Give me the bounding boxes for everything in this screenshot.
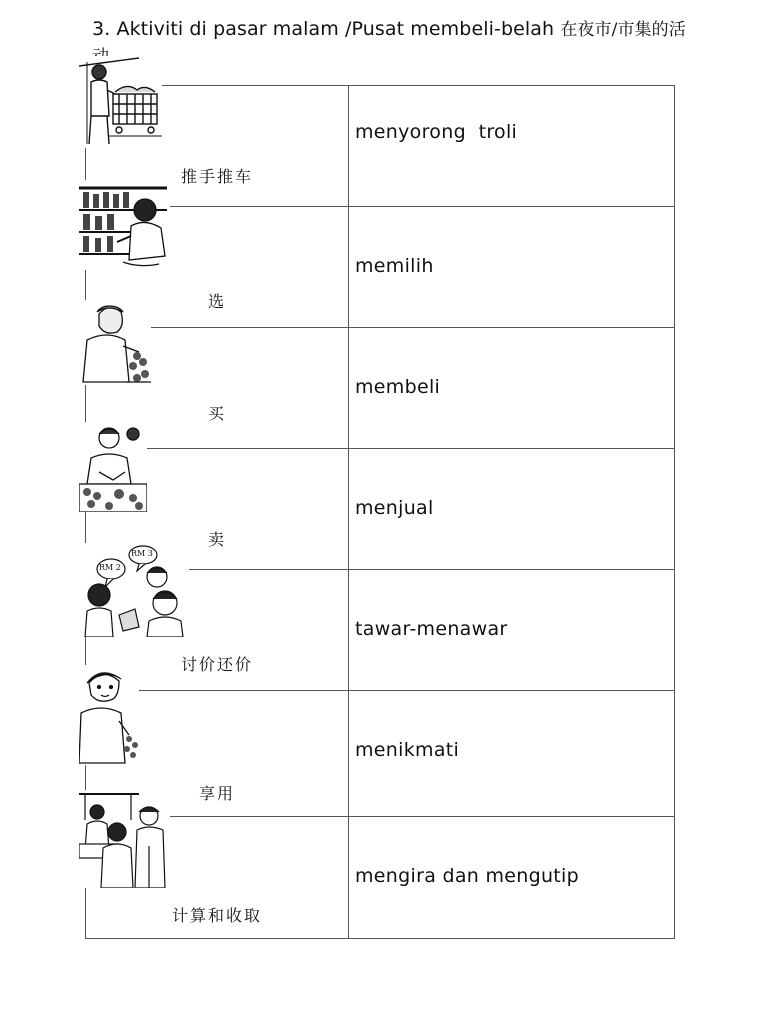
- chinese-label: 推手推车: [180, 167, 253, 186]
- table-row: [86, 207, 675, 328]
- chinese-label: 选: [207, 292, 226, 311]
- table-row: [86, 86, 675, 207]
- cashier-illustration: [79, 790, 170, 888]
- shopping-trolley-illustration: [79, 56, 162, 148]
- selling-illustration: [79, 422, 147, 512]
- malay-word: membeli: [355, 376, 441, 398]
- chinese-label: 卖: [207, 530, 226, 549]
- malay-word-cell: [349, 817, 675, 939]
- malay-word: menjual: [355, 497, 434, 519]
- chinese-label: 享用: [198, 784, 235, 803]
- choosing-goods-illustration: [79, 180, 170, 270]
- malay-word-cell: [349, 86, 675, 207]
- malay-word: memilih: [355, 255, 434, 277]
- malay-word-cell: [349, 328, 675, 449]
- heading-number: 3.: [92, 18, 111, 40]
- heading-chinese-text: 在夜市/市集的活: [560, 20, 686, 40]
- table-row: [86, 328, 675, 449]
- chinese-label: 计算和收取: [171, 906, 262, 925]
- enjoying-illustration: [79, 665, 139, 765]
- malay-word: tawar-menawar: [355, 618, 508, 640]
- malay-word-cell: [349, 691, 675, 817]
- malay-word-cell: [349, 449, 675, 570]
- price-bubble-1: RM 2: [99, 563, 121, 572]
- table-row: [86, 691, 675, 817]
- page-heading: [92, 16, 692, 70]
- chinese-label: 讨价还价: [180, 655, 253, 674]
- malay-word-cell: [349, 570, 675, 691]
- heading-malay-text: Aktiviti di pasar malam /Pusat membeli-belah: [116, 18, 555, 40]
- malay-word: menyorong troli: [355, 121, 518, 143]
- vocabulary-table: [85, 85, 675, 939]
- chinese-label: 买: [207, 404, 226, 423]
- malay-word-cell: [349, 207, 675, 328]
- bargaining-illustration: [79, 543, 189, 637]
- price-bubble-2: RM 3: [131, 549, 153, 558]
- malay-word: mengira dan mengutip: [355, 865, 579, 887]
- table-row: [86, 817, 675, 939]
- malay-word: menikmati: [355, 739, 460, 761]
- buying-illustration: [79, 300, 151, 385]
